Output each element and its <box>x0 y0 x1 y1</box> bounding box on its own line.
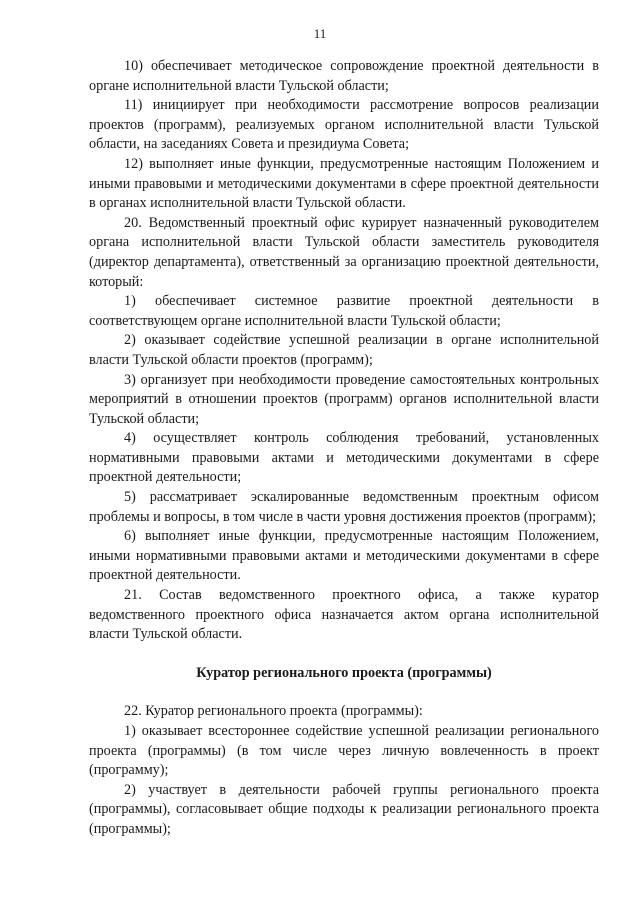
paragraph-item-4: 4) осуществляет контроль соблюдения требований, установленных нормативными правовыми актами и методическими документами в сфере проектной деятельности; <box>89 430 599 486</box>
paragraph-item-11: 11) инициирует при необходимости рассмотрение вопросов реализации проектов (программ), реализуемых органом исполнительной власти Тульской области, на заседаниях Совета и президиума Совета; <box>89 97 599 153</box>
paragraph-item-3: 3) организует при необходимости проведение самостоятельных контрольных мероприятий в отношении проектов (программ) органов исполнительной власти Тульской области; <box>89 371 599 427</box>
paragraph-item-12: 12) выполняет иные функции, предусмотренные настоящим Положением и иными правовыми и методическими документами в сфере проектной деятельности в органах исполнительной власти Тульской области. <box>89 155 599 212</box>
section-heading: Куратор регионального проекта (программы) <box>196 664 492 681</box>
document-body <box>89 57 599 840</box>
paragraph-item-1: 1) обеспечивает системное развитие проектной деятельности в соответствующем органе исполнительной власти Тульской области; <box>89 293 599 329</box>
paragraph-clause-21: 21. Состав ведомственного проектного офиса, а также куратор ведомственного проектного офиса назначается актом органа исполнительной власти Тульской области. <box>89 587 599 643</box>
paragraph-item-6: 6) выполняет иные функции, предусмотренные настоящим Положением, иными нормативными правовыми актами и методическими документами в сфере проектной деятельности. <box>89 528 599 584</box>
paragraph-clause-22-item-1: 1) оказывает всестороннее содействие успешной реализации регионального проекта (программы) (в том числе через личную вовлеченность в проект (программу); <box>89 723 599 779</box>
paragraph-clause-22-item-2: 2) участвует в деятельности рабочей группы регионального проекта (программы), согласовывает общие подходы к реализации регионального проекта (программы); <box>89 781 599 837</box>
paragraph-item-2: 2) оказывает содействие успешной реализации в органе исполнительной власти Тульской области проектов (программ); <box>89 332 599 368</box>
paragraph-item-5: 5) рассматривает эскалированные ведомственным проектным офисом проблемы и вопросы, в том числе в части уровня достижения проектов (программ); <box>89 489 599 525</box>
paragraph-clause-20: 20. Ведомственный проектный офис курирует назначенный руководителем органа исполнительной власти Тульской области заместитель руководителя (директор департамента), ответственный за организацию проектной деятельности, который: <box>89 214 599 290</box>
page-number: 11 <box>313 26 327 41</box>
paragraph-item-10: 10) обеспечивает методическое сопровождение проектной деятельности в органе исполнительной власти Тульской области; <box>89 58 599 94</box>
paragraph-clause-22: 22. Куратор регионального проекта (программы): <box>124 703 423 720</box>
